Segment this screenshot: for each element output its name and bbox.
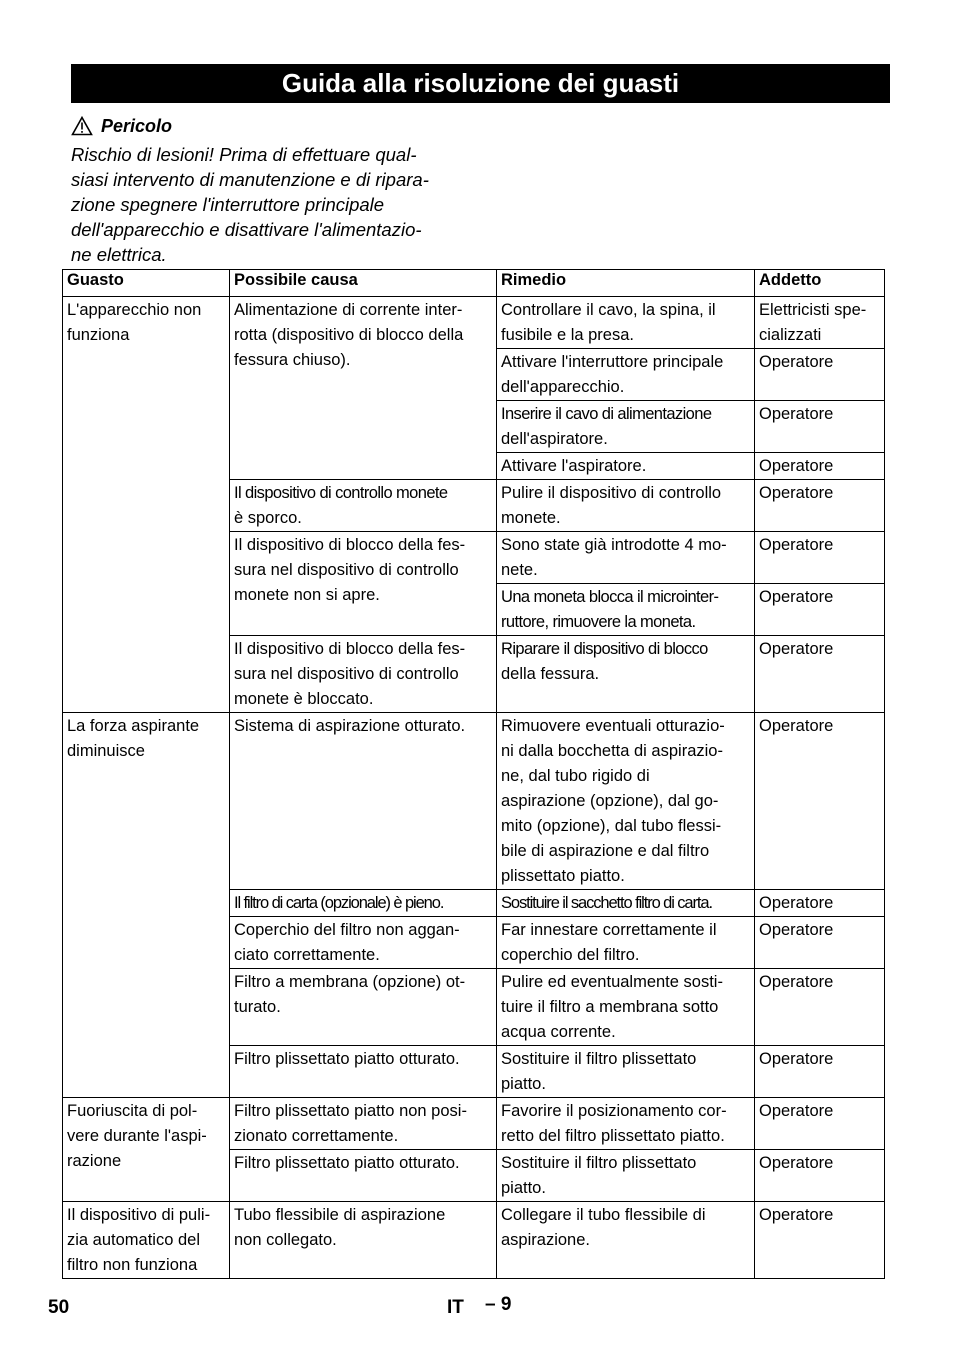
cell-line: Filtro plissettato piatto otturato. — [234, 1154, 460, 1172]
cell-line: Favorire il posizionamento cor- — [501, 1102, 727, 1120]
cause-cell — [230, 532, 497, 636]
assignee-cell: Operatore — [755, 453, 885, 480]
cell-line: ne, dal tubo rigido di — [501, 767, 650, 785]
cell-line: plissettato piatto. — [501, 867, 625, 885]
assignee-cell: Operatore — [755, 969, 885, 1046]
cell-line: filtro non funziona — [67, 1256, 198, 1274]
assignee-cell: Operatore — [755, 584, 885, 636]
cause-cell — [230, 1202, 497, 1279]
assignee-cell: Operatore — [755, 1098, 885, 1150]
assignee-cell: Operatore — [755, 1202, 885, 1279]
warning-text — [71, 142, 471, 267]
cause-cell — [230, 297, 497, 480]
remedy-cell — [497, 969, 755, 1046]
cell-line: turato. — [234, 998, 281, 1016]
cell-line: Controllare il cavo, la spina, il — [501, 301, 716, 319]
cell-line: Sistema di aspirazione otturato. — [234, 717, 466, 735]
cell-line: dell'apparecchio. — [501, 378, 625, 396]
fault-cell — [63, 297, 230, 713]
cell-line: Il dispositivo di controllo monete — [234, 484, 448, 502]
troubleshooting-table — [62, 269, 885, 1279]
assignee-cell: Operatore — [755, 636, 885, 713]
warning-line: siasi intervento di manutenzione e di ripara- — [71, 169, 429, 190]
remedy-cell — [497, 917, 755, 969]
warning-line: ne elettrica. — [71, 244, 167, 265]
assignee-cell: Operatore — [755, 401, 885, 453]
cell-line: diminuisce — [67, 742, 145, 760]
cell-line: Sostituire il sacchetto filtro di carta. — [501, 894, 712, 912]
cause-cell — [230, 1046, 497, 1098]
assignee-cell: Operatore — [755, 480, 885, 532]
cell-line: Sostituire il filtro plissettato — [501, 1154, 697, 1172]
fault-cell — [63, 1098, 230, 1202]
remedy-cell — [497, 584, 755, 636]
cell-line: ni dalla bocchetta di aspirazio- — [501, 742, 723, 760]
header-guasto: Guasto — [63, 270, 230, 297]
cell-line: Far innestare correttamente il — [501, 921, 717, 939]
page-number: 50 — [48, 1297, 70, 1318]
cell-line: fusibile e la presa. — [501, 326, 634, 344]
section-page-number: – 9 — [485, 1294, 512, 1315]
cell-line: cializzati — [759, 326, 822, 344]
assignee-cell: Operatore — [755, 1046, 885, 1098]
cause-cell — [230, 917, 497, 969]
cell-line: monete. — [501, 509, 561, 527]
remedy-cell — [497, 532, 755, 584]
cause-cell — [230, 480, 497, 532]
assignee-cell: Operatore — [755, 532, 885, 584]
cell-line: sura nel dispositivo di controllo — [234, 561, 459, 579]
cell-line: nete. — [501, 561, 538, 579]
cell-line: Inserire il cavo di alimentazione — [501, 405, 712, 423]
cause-cell — [230, 1150, 497, 1202]
remedy-cell — [497, 453, 755, 480]
assignee-cell: Operatore — [755, 713, 885, 890]
header-addetto: Addetto — [755, 270, 885, 297]
cell-line: è sporco. — [234, 509, 302, 527]
cell-line: Filtro a membrana (opzione) ot- — [234, 973, 466, 991]
remedy-cell — [497, 297, 755, 349]
table-row — [63, 1098, 885, 1150]
cell-line: Coperchio del filtro non aggan- — [234, 921, 460, 939]
assignee-cell: Operatore — [755, 917, 885, 969]
remedy-cell — [497, 1046, 755, 1098]
cell-line: Pulire il dispositivo di controllo — [501, 484, 722, 502]
cell-line: Sono state già introdotte 4 mo- — [501, 536, 727, 554]
cell-line: Sostituire il filtro plissettato — [501, 1050, 697, 1068]
cell-line: Tubo flessibile di aspirazione — [234, 1206, 446, 1224]
cell-line: tuire il filtro a membrana sotto — [501, 998, 719, 1016]
cell-line: mito (opzione), dal tubo flessi- — [501, 817, 722, 835]
cell-line: vere durante l'aspi- — [67, 1127, 207, 1145]
cell-line: Rimuovere eventuali otturazio- — [501, 717, 725, 735]
cause-cell — [230, 1098, 497, 1150]
remedy-cell — [497, 480, 755, 532]
cell-line: della fessura. — [501, 665, 600, 683]
cell-line: L'apparecchio non — [67, 301, 202, 319]
cell-line: retto del filtro plissettato piatto. — [501, 1127, 725, 1145]
table-row — [63, 1202, 885, 1279]
table-row — [63, 713, 885, 890]
assignee-cell: Operatore — [755, 890, 885, 917]
cell-line: Il dispositivo di blocco della fes- — [234, 640, 466, 658]
warning-heading — [71, 113, 172, 139]
table-header-row — [63, 270, 885, 297]
cause-cell — [230, 713, 497, 890]
cell-line: Attivare l'interruttore principale — [501, 353, 724, 371]
header-possibile-causa: Possibile causa — [230, 270, 497, 297]
cell-line: Il filtro di carta (opzionale) è pieno. — [234, 894, 444, 912]
fault-cell — [63, 1202, 230, 1279]
cell-line: funziona — [67, 326, 130, 344]
cell-line: Alimentazione di corrente inter- — [234, 301, 463, 319]
cell-line: aspirazione. — [501, 1231, 590, 1249]
cell-line: Filtro plissettato piatto otturato. — [234, 1050, 460, 1068]
warning-line: Rischio di lesioni! Prima di effettuare qual- — [71, 144, 417, 165]
cell-line: piatto. — [501, 1179, 546, 1197]
cell-line: aspirazione (opzione), dal go- — [501, 792, 719, 810]
remedy-cell — [497, 401, 755, 453]
cause-cell — [230, 969, 497, 1046]
remedy-cell — [497, 1150, 755, 1202]
cell-line: coperchio del filtro. — [501, 946, 640, 964]
cell-line: monete è bloccato. — [234, 690, 374, 708]
header-rimedio: Rimedio — [497, 270, 755, 297]
cell-line: bile di aspirazione e dal filtro — [501, 842, 710, 860]
cell-line: Filtro plissettato piatto non posi- — [234, 1102, 467, 1120]
table-row — [63, 297, 885, 349]
cell-line: Il dispositivo di puli- — [67, 1206, 211, 1224]
remedy-cell — [497, 349, 755, 401]
cell-line: Una moneta blocca il microinter- — [501, 588, 719, 606]
cell-line: ruttore, rimuovere la moneta. — [501, 613, 696, 631]
remedy-cell — [497, 890, 755, 917]
cell-line: piatto. — [501, 1075, 546, 1093]
fault-cell — [63, 713, 230, 1098]
cell-line: Elettricisti spe- — [759, 301, 867, 319]
cell-line: rotta (dispositivo di blocco della — [234, 326, 464, 344]
cell-line: non collegato. — [234, 1231, 337, 1249]
cause-cell — [230, 890, 497, 917]
warning-triangle-icon — [71, 116, 93, 136]
cell-line: acqua corrente. — [501, 1023, 616, 1041]
assignee-cell — [755, 297, 885, 349]
cell-line: Riparare il dispositivo di blocco — [501, 640, 708, 658]
cell-line: dell'aspiratore. — [501, 430, 608, 448]
remedy-cell — [497, 636, 755, 713]
warning-label: Pericolo — [101, 115, 173, 136]
cell-line: Fuoriuscita di pol- — [67, 1102, 198, 1120]
language-code: IT — [447, 1297, 464, 1318]
cell-line: zionato correttamente. — [234, 1127, 399, 1145]
cell-line: La forza aspirante — [67, 717, 200, 735]
remedy-cell — [497, 1098, 755, 1150]
cell-line: ciato correttamente. — [234, 946, 380, 964]
assignee-cell: Operatore — [755, 349, 885, 401]
cell-line: zia automatico del — [67, 1231, 200, 1249]
cell-line: Pulire ed eventualmente sosti- — [501, 973, 723, 991]
assignee-cell: Operatore — [755, 1150, 885, 1202]
warning-line: zione spegnere l'interruttore principale — [71, 194, 385, 215]
warning-line: dell'apparecchio e disattivare l'alimentazio- — [71, 219, 422, 240]
cell-line: fessura chiuso). — [234, 351, 351, 369]
cell-line: Il dispositivo di blocco della fes- — [234, 536, 466, 554]
cell-line: Attivare l'aspiratore. — [501, 457, 647, 475]
cell-line: sura nel dispositivo di controllo — [234, 665, 459, 683]
cell-line: razione — [67, 1152, 122, 1170]
cause-cell — [230, 636, 497, 713]
remedy-cell — [497, 1202, 755, 1279]
page-title: Guida alla risoluzione dei guasti — [71, 64, 890, 103]
remedy-cell — [497, 713, 755, 890]
cell-line: monete non si apre. — [234, 586, 380, 604]
cell-line: Collegare il tubo flessibile di — [501, 1206, 706, 1224]
